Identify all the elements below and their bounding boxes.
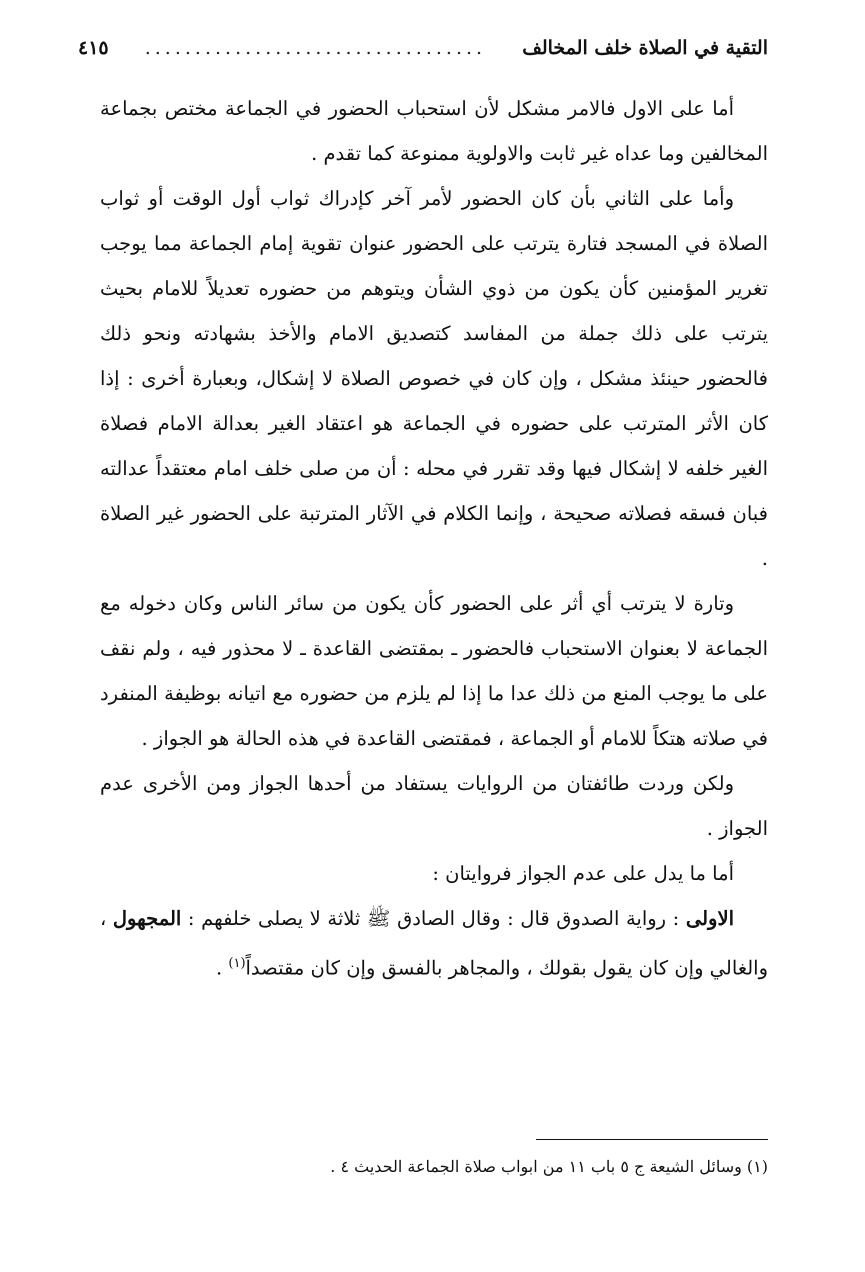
narration-label: الاولى [685,907,734,930]
footnote: (١) وسائل الشيعة ج ٥ باب ١١ من ابواب صلاة الجماعة الحديث ٤ . [330,1157,768,1176]
chapter-title: التقية في الصلاة خلف المخالف [522,37,768,59]
main-text [100,86,768,991]
dot-leader: .................................. [144,37,487,59]
running-header [78,28,768,68]
paragraph-4: ولكن وردت طائفتان من الروايات يستفاد من أحدها الجواز ومن الأخرى عدم الجواز . [100,772,768,840]
paragraph-2: وأما على الثاني بأن كان الحضور لأمر آخر كإدراك ثواب أول الوقت أو ثواب الصلاة في المسجد فتارة يترتب على الحضور عنوان تقوية إمام الجماعة مما يوجب تغرير المؤمنين كأن يكون من ذوي الشأن ويتوهم من حضوره تعديلاً للامام بحيث يترتب على ذلك جملة من المفاسد كتصديق الامام والأخذ بشهادته ونحو ذلك فالحضور حينئذ مشكل ، وإن كان في خصوص الصلاة لا إشكال، وبعبارة أخرى : إذا كان الأثر المترتب على حضوره في الجماعة هو اعتقاد الغير بعدالة الامام فصلاة الغير خلفه لا إشكال فيها وقد تقرر في محله : أن من صلى خلف امام معتقداً عدالته فبان فسقه فصلاته صحيحة ، وإنما الكلام في الآثار المترتبة على الحضور غير الصلاة . [100,187,768,570]
paragraph-5: أما ما يدل على عدم الجواز فروايتان : [432,862,734,885]
footnote-reference: (١) [228,956,246,971]
narration-paragraph [100,896,768,991]
narration-rest: ، والغالي وإن كان يقول بقولك ، والمجاهر بالفسق وإن كان مقتصداً [100,907,768,980]
narration-item-1: المجهول [112,907,182,930]
paragraph-1: أما على الاول فالامر مشكل لأن استحباب الحضور في الجماعة مختص بجماعة المخالفين وما عداه غير ثابت والاولوية ممنوعة كما تقدم . [100,97,768,165]
paragraph-3: وتارة لا يترتب أي أثر على الحضور كأن يكون من سائر الناس وكان دخوله مع الجماعة لا بعنوان الاستحباب فالحضور ـ بمقتضى القاعدة ـ لا محذور فيه ، ولم نقف على ما يوجب المنع من ذلك عدا ما إذا لم يلزم من حضوره مع اتيانه بوظيفة المنفرد في صلاته هتكاً للامام أو الجماعة ، فمقتضى القاعدة في هذه الحالة هو الجواز . [100,592,768,750]
narration-end: . [215,956,229,980]
narration-intro: : رواية الصدوق قال : وقال الصادق ﷺ ثلاثة لا يصلى خلفهم : [181,907,686,930]
page-number: ٤١٥ [78,37,109,59]
footnote-divider [536,1139,768,1140]
